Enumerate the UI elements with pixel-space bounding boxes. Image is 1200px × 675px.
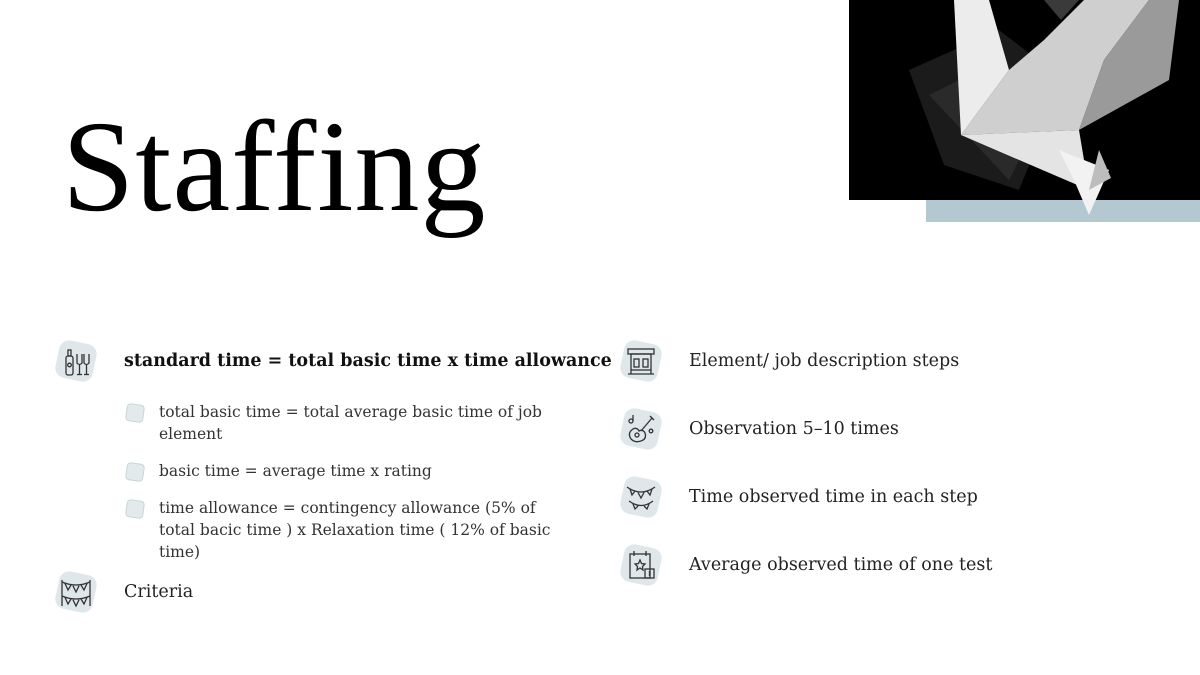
item-label: Element/ job description steps xyxy=(689,351,960,371)
list-item xyxy=(124,497,554,563)
criteria-label: Criteria xyxy=(124,582,194,602)
origami-shape xyxy=(849,0,1200,222)
bunting-flags-icon xyxy=(52,568,100,616)
criteria-row xyxy=(52,568,193,616)
guitar-notes-icon xyxy=(617,405,665,453)
item-label: Time observed time in each step xyxy=(689,487,978,507)
list-item xyxy=(617,473,978,521)
garland-icon xyxy=(617,473,665,521)
list-item xyxy=(617,337,959,385)
bullet-icon xyxy=(124,402,144,422)
stage-icon xyxy=(617,337,665,385)
list-item xyxy=(617,405,899,453)
list-item xyxy=(124,460,554,482)
origami-photo xyxy=(849,0,1200,222)
sub-item-text: total basic time = total average basic time of job element xyxy=(159,403,542,443)
item-label: Observation 5–10 times xyxy=(689,419,899,439)
formula-row xyxy=(52,337,612,385)
calendar-star-icon xyxy=(617,541,665,589)
list-item xyxy=(617,541,992,589)
champagne-bottle-glasses-icon xyxy=(52,337,100,385)
bullet-icon xyxy=(124,461,144,481)
item-label: Average observed time of one test xyxy=(689,555,993,575)
sub-item-text: basic time = average time x rating xyxy=(159,462,432,480)
slide-title: Staffing xyxy=(62,95,487,239)
list-item xyxy=(124,401,554,445)
bullet-icon xyxy=(124,498,144,518)
sub-item-text: time allowance = contingency allowance (5% of total bacic time ) x Relaxation time ( 12% of basic time) xyxy=(159,499,551,561)
formula-label: standard time = total basic time x time allowance xyxy=(124,351,612,371)
